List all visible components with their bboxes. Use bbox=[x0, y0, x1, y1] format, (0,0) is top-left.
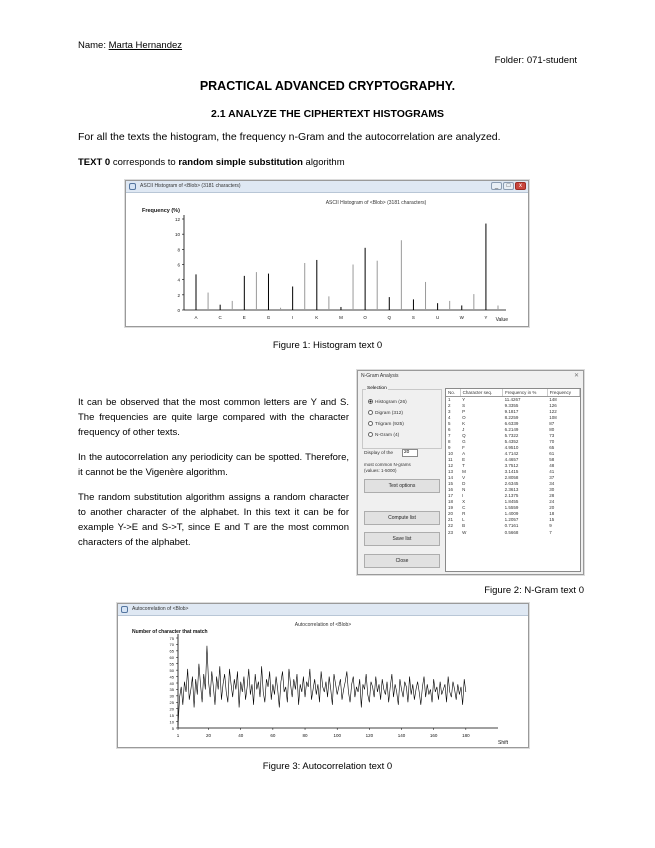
row-no: 5 bbox=[448, 420, 451, 426]
row-frequency-pct: 4.4657 bbox=[504, 456, 519, 462]
row-frequency: 7 bbox=[549, 529, 552, 535]
row-sequence: C bbox=[462, 505, 466, 511]
row-no: 22 bbox=[448, 523, 454, 529]
name-line bbox=[78, 40, 182, 51]
autocorr-y-tick-label: 40 bbox=[169, 680, 174, 686]
display-count-input[interactable]: 20 bbox=[402, 449, 418, 457]
row-sequence: G bbox=[462, 438, 466, 444]
histogram-chart bbox=[126, 193, 528, 326]
substitution-paragraph: The random substitution algorithm assigns a random character to another character of the alphabet. In this text it can be for example Y->E and S->T, since E and T are the most common characters of the alphabet. bbox=[78, 492, 349, 548]
row-frequency-pct: 2.3613 bbox=[504, 487, 519, 493]
row-frequency: 73 bbox=[549, 432, 555, 438]
autocorr-x-tick-label: 20 bbox=[206, 733, 212, 738]
histogram-y-tick-label: 4 bbox=[177, 277, 180, 283]
radio-trigram[interactable]: Trigram (925) bbox=[368, 421, 404, 427]
autocorr-y-tick-label: 60 bbox=[169, 655, 174, 661]
row-frequency: 108 bbox=[549, 414, 557, 420]
autocorr-y-tick-label: 30 bbox=[169, 693, 174, 699]
autocorr-x-tick-label: 80 bbox=[302, 733, 308, 738]
ngram-list[interactable] bbox=[445, 388, 581, 572]
histogram-x-tick-label: Q bbox=[387, 315, 392, 320]
autocorr-y-tick-label: 75 bbox=[169, 635, 174, 641]
row-sequence: D bbox=[462, 481, 466, 487]
display-note-1: most common N-grams bbox=[364, 462, 411, 467]
col-frequency-pct[interactable]: Frequency in % bbox=[503, 389, 548, 396]
autocorr-y-tick-label: 70 bbox=[169, 642, 174, 648]
autocorr-y-tick-label: 45 bbox=[169, 674, 174, 680]
row-sequence: L bbox=[462, 517, 465, 523]
row-no: 6 bbox=[448, 426, 451, 432]
row-sequence: E bbox=[462, 456, 466, 462]
autocorrelation-paragraph: In the autocorrelation any periodicity can be spotted. Therefore, it cannot be the Vigenère algorithm. bbox=[78, 452, 349, 478]
histogram-x-tick-label: W bbox=[459, 315, 464, 320]
row-frequency-pct: 0.5668 bbox=[504, 529, 519, 535]
text0-algorithm: random simple substitution bbox=[178, 157, 303, 168]
close-button[interactable]: Close bbox=[364, 554, 440, 568]
row-no: 23 bbox=[448, 529, 454, 535]
row-no: 3 bbox=[448, 408, 451, 414]
app-icon bbox=[121, 606, 128, 613]
row-sequence: X bbox=[462, 499, 466, 505]
row-frequency: 61 bbox=[549, 450, 555, 456]
autocorr-y-tick-label: 20 bbox=[169, 706, 174, 712]
row-no: 1 bbox=[448, 396, 451, 402]
row-frequency-pct: 1.8455 bbox=[504, 499, 519, 505]
row-no: 18 bbox=[448, 499, 454, 505]
row-frequency: 37 bbox=[549, 475, 555, 481]
row-sequence: O bbox=[462, 414, 466, 420]
row-sequence: A bbox=[462, 450, 466, 456]
save-list-button[interactable]: Save list bbox=[364, 532, 440, 546]
histogram-x-tick-label: O bbox=[363, 315, 367, 320]
row-frequency-pct: 2.1375 bbox=[504, 493, 519, 499]
histogram-x-tick-label: I bbox=[292, 315, 294, 320]
row-sequence: V bbox=[462, 475, 466, 481]
row-no: 17 bbox=[448, 493, 454, 499]
row-sequence: N bbox=[462, 487, 466, 493]
autocorr-chart-title: Autocorrelation of <Blob> bbox=[294, 622, 352, 628]
autocorr-window-title: Autocorrelation of <Blob> bbox=[132, 606, 189, 612]
histogram-x-tick-label: C bbox=[218, 315, 222, 320]
autocorr-x-tick-label: 160 bbox=[429, 733, 438, 738]
row-no: 21 bbox=[448, 517, 454, 523]
window-controls bbox=[491, 182, 526, 190]
page-title: PRACTICAL ADVANCED CRYPTOGRAPHY. bbox=[199, 79, 456, 93]
row-frequency-pct: 3.1415 bbox=[504, 469, 519, 475]
row-sequence: Q bbox=[462, 432, 466, 438]
row-frequency-pct: 2.8058 bbox=[504, 475, 519, 481]
row-no: 11 bbox=[448, 456, 453, 462]
histogram-y-tick-label: 6 bbox=[177, 262, 180, 268]
row-frequency-pct: 1.4009 bbox=[504, 511, 519, 517]
table-row[interactable] bbox=[446, 529, 580, 535]
row-frequency: 87 bbox=[549, 420, 555, 426]
histogram-window-titlebar bbox=[126, 181, 528, 193]
row-no: 20 bbox=[448, 511, 454, 517]
row-frequency-pct: 4.9510 bbox=[504, 444, 519, 450]
histogram-chart-title: ASCII Histogram of <Blob> (3181 characters) bbox=[325, 200, 427, 206]
radio-selected-icon bbox=[368, 399, 373, 404]
row-sequence: B bbox=[462, 523, 466, 529]
row-no: 4 bbox=[448, 414, 451, 420]
autocorr-x-tick-label: 1 bbox=[176, 733, 180, 738]
selection-group bbox=[362, 386, 442, 449]
row-frequency: 148 bbox=[549, 396, 557, 402]
histogram-y-tick-label: 10 bbox=[174, 232, 180, 238]
ngram-window-title: N-Gram Analysis bbox=[361, 373, 399, 379]
display-label: Display of the bbox=[364, 451, 394, 456]
section-heading: 2.1 ANALYZE THE CIPHERTEXT HISTOGRAMS bbox=[211, 108, 444, 120]
autocorr-y-tick-label: 55 bbox=[169, 661, 174, 667]
histogram-x-tick-label: E bbox=[242, 315, 246, 320]
autocorr-x-label: Shift bbox=[497, 740, 508, 746]
autocorr-window-titlebar bbox=[118, 604, 528, 616]
row-no: 8 bbox=[448, 438, 451, 444]
row-no: 9 bbox=[448, 444, 451, 450]
figure2-caption: Figure 2: N-Gram text 0 bbox=[484, 585, 584, 596]
autocorr-y-tick-label: 25 bbox=[169, 700, 174, 706]
row-frequency: 70 bbox=[549, 438, 555, 444]
histogram-x-tick-label: A bbox=[194, 315, 198, 320]
row-frequency-pct: 0.7161 bbox=[504, 523, 519, 529]
histogram-x-tick-label: Y bbox=[484, 315, 488, 320]
row-frequency-pct: 5.7322 bbox=[504, 432, 519, 438]
row-frequency-pct: 4.7142 bbox=[504, 450, 519, 456]
autocorr-x-tick-label: 180 bbox=[462, 733, 470, 738]
histogram-x-tick-label: S bbox=[411, 315, 415, 320]
observation-paragraph: It can be observed that the most common letters are Y and S. The frequencies are quite large compared with the character frequency of other texts. bbox=[78, 397, 349, 438]
autocorr-x-tick-label: 100 bbox=[333, 733, 341, 738]
histogram-x-tick-label: K bbox=[315, 315, 319, 320]
row-sequence: R bbox=[462, 511, 466, 517]
ngram-table-header bbox=[446, 389, 580, 396]
col-sequence[interactable]: Character seq. bbox=[460, 389, 502, 396]
row-frequency-pct: 9.1817 bbox=[504, 408, 519, 414]
autocorr-x-tick-label: 40 bbox=[238, 733, 244, 738]
ngram-close-icon[interactable]: ✕ bbox=[573, 373, 579, 379]
histogram-x-tick-label: G bbox=[266, 315, 271, 320]
maximize-button[interactable]: □ bbox=[503, 182, 514, 190]
histogram-x-label: Value bbox=[495, 317, 508, 323]
autocorrelation-window bbox=[117, 603, 529, 748]
row-sequence: T bbox=[462, 462, 465, 468]
autocorr-series-line bbox=[178, 646, 466, 726]
row-sequence: J bbox=[462, 426, 465, 432]
col-frequency[interactable]: Frequency bbox=[547, 389, 579, 396]
row-frequency: 48 bbox=[549, 462, 555, 468]
autocorr-y-tick-label: 15 bbox=[169, 712, 174, 718]
row-frequency: 28 bbox=[549, 493, 555, 499]
close-button[interactable]: x bbox=[515, 182, 526, 190]
row-sequence: I bbox=[462, 493, 464, 499]
student-name: Marta Hernandez bbox=[108, 40, 183, 51]
row-frequency: 41 bbox=[549, 469, 555, 475]
text0-label: TEXT 0 bbox=[78, 157, 111, 168]
row-no: 2 bbox=[448, 402, 451, 408]
row-frequency-pct: 8.2259 bbox=[504, 414, 519, 420]
histogram-x-tick-label: U bbox=[435, 315, 440, 320]
row-frequency-pct: 11.4267 bbox=[504, 396, 521, 402]
row-frequency: 30 bbox=[549, 487, 555, 493]
row-frequency: 24 bbox=[549, 499, 555, 505]
name-label: Name: bbox=[78, 40, 109, 51]
row-frequency-pct: 9.3355 bbox=[504, 402, 519, 408]
row-frequency-pct: 6.6339 bbox=[504, 420, 519, 426]
row-frequency-pct: 2.6345 bbox=[504, 481, 519, 487]
row-no: 10 bbox=[448, 450, 454, 456]
row-no: 14 bbox=[448, 475, 454, 481]
radio-icon bbox=[368, 410, 373, 415]
minimize-button[interactable]: _ bbox=[491, 182, 502, 190]
row-frequency: 58 bbox=[549, 456, 555, 462]
autocorr-y-tick-label: 65 bbox=[169, 648, 174, 654]
row-no: 12 bbox=[448, 462, 454, 468]
autocorr-y-tick-label: 5 bbox=[171, 725, 174, 731]
compute-list-button[interactable]: Compute list bbox=[364, 511, 440, 525]
row-frequency: 122 bbox=[549, 408, 557, 414]
histogram-window bbox=[125, 180, 529, 327]
app-icon bbox=[129, 183, 136, 190]
autocorr-y-label: Number of character that match bbox=[132, 629, 208, 635]
text0-line bbox=[78, 157, 345, 168]
row-sequence: P bbox=[462, 408, 466, 414]
histogram-y-tick-label: 0 bbox=[177, 308, 180, 313]
row-frequency: 80 bbox=[549, 426, 555, 432]
radio-icon bbox=[368, 432, 373, 437]
row-no: 13 bbox=[448, 469, 454, 475]
histogram-x-tick-label: M bbox=[339, 315, 343, 320]
intro-paragraph: For all the texts the histogram, the frequency n-Gram and the autocorrelation are analyzed. bbox=[78, 131, 501, 143]
text0-end: algorithm bbox=[302, 157, 345, 168]
row-frequency: 65 bbox=[549, 444, 555, 450]
row-sequence: F bbox=[462, 444, 465, 450]
autocorr-y-tick-label: 10 bbox=[169, 719, 174, 725]
ngram-window bbox=[357, 370, 584, 575]
histogram-window-title: ASCII Histogram of <Blob> (3181 characters) bbox=[140, 183, 241, 189]
row-frequency: 18 bbox=[549, 511, 555, 517]
ngram-table bbox=[446, 389, 580, 536]
histogram-y-label: Frequency (%) bbox=[142, 208, 180, 214]
autocorr-x-tick-label: 60 bbox=[270, 733, 276, 738]
selection-group-label: Selection bbox=[367, 386, 387, 391]
radio-histogram[interactable]: Histogram (26) bbox=[368, 399, 407, 405]
folder-label: Folder: 071-student bbox=[494, 55, 577, 66]
radio-digram[interactable]: Digram (312) bbox=[368, 410, 403, 416]
autocorr-x-tick-label: 120 bbox=[365, 733, 374, 738]
histogram-y-tick-label: 12 bbox=[174, 217, 180, 222]
text0-mid: corresponds to bbox=[110, 157, 179, 168]
figure3-caption: Figure 3: Autocorrelation text 0 bbox=[262, 761, 393, 772]
row-no: 16 bbox=[448, 487, 454, 493]
row-frequency: 34 bbox=[549, 481, 555, 487]
autocorr-x-tick-label: 140 bbox=[397, 733, 406, 738]
histogram-y-tick-label: 8 bbox=[177, 247, 180, 253]
row-frequency-pct: 1.2057 bbox=[504, 517, 519, 523]
row-sequence: M bbox=[462, 469, 466, 475]
text-options-button[interactable]: Text options bbox=[364, 479, 440, 493]
autocorr-y-tick-label: 50 bbox=[169, 667, 174, 673]
histogram-y-tick-label: 2 bbox=[177, 292, 180, 298]
row-frequency-pct: 6.2149 bbox=[504, 426, 519, 432]
row-sequence: K bbox=[462, 420, 466, 426]
row-frequency-pct: 3.7512 bbox=[504, 462, 519, 468]
row-frequency: 15 bbox=[549, 517, 555, 523]
radio-ngram[interactable]: N-Gram (4) bbox=[368, 432, 399, 438]
row-no: 7 bbox=[448, 432, 451, 438]
row-frequency: 20 bbox=[549, 505, 555, 511]
row-sequence: Y bbox=[462, 396, 466, 402]
row-sequence: W bbox=[462, 529, 467, 535]
row-no: 19 bbox=[448, 505, 454, 511]
autocorr-y-tick-label: 35 bbox=[169, 687, 174, 693]
row-frequency-pct: 1.5559 bbox=[504, 505, 519, 511]
row-frequency-pct: 5.4352 bbox=[504, 438, 519, 444]
row-no: 15 bbox=[448, 481, 454, 487]
row-sequence: S bbox=[462, 402, 466, 408]
row-frequency: 9 bbox=[549, 523, 552, 529]
radio-icon bbox=[368, 421, 373, 426]
row-frequency: 126 bbox=[549, 402, 557, 408]
autocorrelation-chart bbox=[118, 616, 528, 747]
figure1-caption: Figure 1: Histogram text 0 bbox=[272, 340, 383, 351]
display-note-2: (values: 1-5000) bbox=[364, 468, 397, 473]
col-no[interactable]: No. bbox=[446, 389, 460, 396]
